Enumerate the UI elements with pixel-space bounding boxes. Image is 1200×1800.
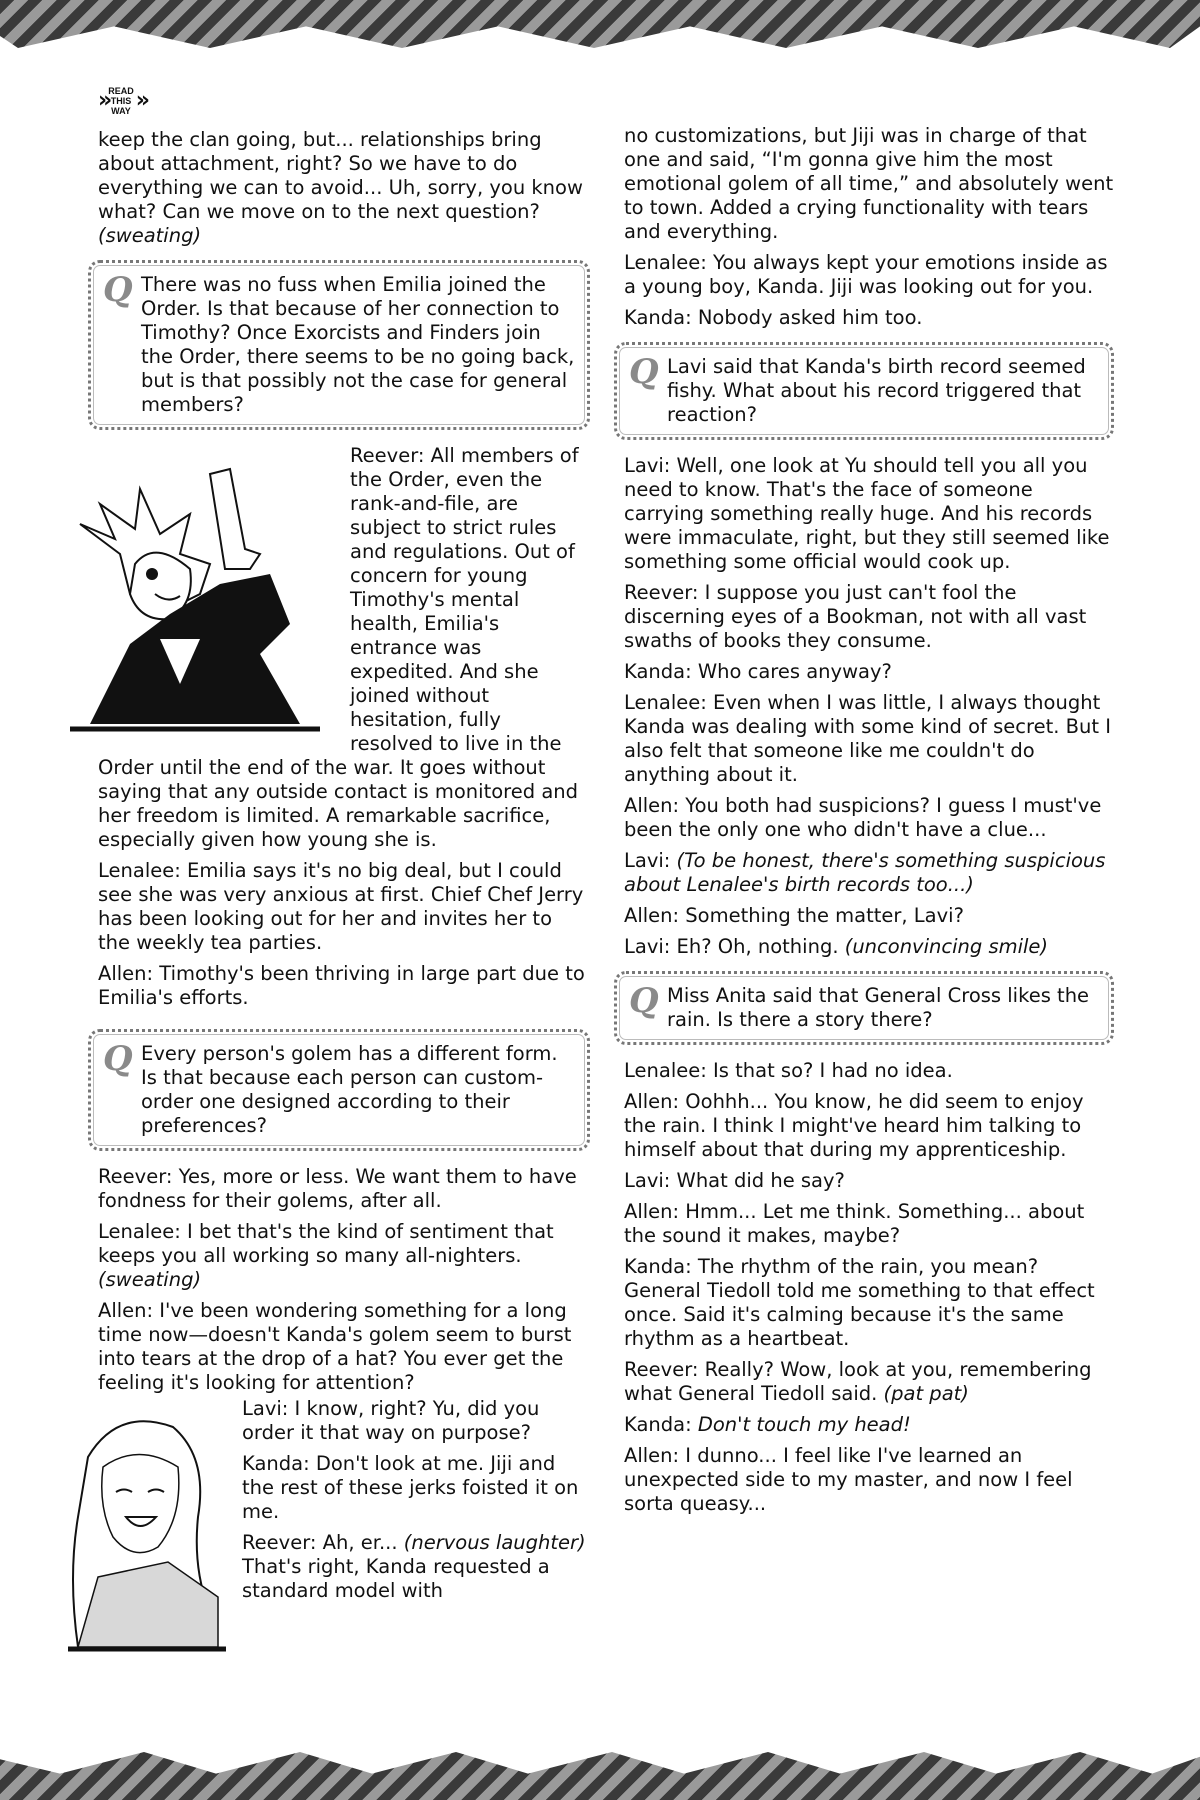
answer-reever: Reever: I suppose you just can't fool the discerning eyes of a Bookman, not with all vast swaths of books they consume. xyxy=(624,581,1087,652)
question-text: There was no fuss when Emilia joined the Order. Is that because of her connection to Timothy? Once Exorcists and Finders join the Order, there seems to be no going back, but is that possibly not the case for general members? xyxy=(141,273,575,416)
answer-allen: Allen: I've been wondering something for a long time now—doesn't Kanda's golem seem to burst into tears at the drop of a hat? You ever get the feeling it's looking for attention? xyxy=(98,1299,572,1394)
intro-paragraph: keep the clan going, but... relationships bring about attachment, right? So we have to do everything we can to avoid... Uh, sorry, you know what? Can we move on to the next question? (sweating) xyxy=(98,128,583,247)
question-q-icon: Q xyxy=(629,352,659,392)
answer-lenalee: Lenalee: Is that so? I had no idea. xyxy=(624,1059,953,1082)
answer-block-golem xyxy=(98,1299,590,1397)
answer-lavi: Lavi: Well, one look at Yu should tell you all you need to know. That's the face of someone carrying something really huge. And his records were immaculate, right, but they still seemed like something some official would cook up. xyxy=(624,454,1110,573)
answer-kanda: Kanda: Don't look at me. Jiji and the rest of these jerks foisted it on me. xyxy=(242,1452,579,1523)
character-illustration-reever xyxy=(60,444,336,744)
answer-block-golem-cont xyxy=(98,1397,590,1661)
answer-reever: Reever: Ah, er... (nervous laughter) That's right, Kanda requested a standard model with xyxy=(242,1531,586,1602)
continued-paragraph: no customizations, but Jiji was in charge of that one and said, “I'm gonna give him the most emotional golem of all time,” and absolutely went to town. Added a crying functionality with tears and everything. xyxy=(624,124,1114,243)
answer-lenalee: Lenalee: You always kept your emotions inside as a young boy, Kanda. Jiji was looking out for you. xyxy=(624,251,1108,298)
answer-lenalee: Lenalee: I bet that's the kind of sentiment that keeps you all working so many all-nighters. (sweating) xyxy=(98,1220,554,1291)
double-chevron-right-icon: » xyxy=(135,88,144,113)
left-column xyxy=(98,128,590,1661)
answer-allen: Allen: Something the matter, Lavi? xyxy=(624,904,964,927)
answer-kanda: Kanda: Don't touch my head! xyxy=(624,1413,911,1436)
smiling-character-icon xyxy=(58,1397,228,1657)
question-text: Every person's golem has a different form. Is that because each person can custom-order one designed according to their preferences? xyxy=(141,1042,558,1137)
character-illustration-lenalee xyxy=(58,1397,228,1657)
read-this-way-label: READ THIS WAY xyxy=(108,86,134,116)
question-q-icon: Q xyxy=(103,1039,133,1079)
answer-lenalee: Lenalee: Even when I was little, I always thought Kanda was dealing with some kind of secret. But I also felt that someone like me couldn't do anything about it. xyxy=(624,691,1111,786)
answer-lavi: Lavi: (To be honest, there's something suspicious about Lenalee's birth records too...) xyxy=(624,849,1106,896)
question-box-golem xyxy=(88,1029,590,1151)
answer-allen: Allen: Timothy's been thriving in large part due to Emilia's efforts. xyxy=(98,962,585,1009)
answer-reever: Reever: Really? Wow, look at you, remembering what General Tiedoll said. (pat pat) xyxy=(624,1358,1092,1405)
answer-reever: Reever: Yes, more or less. We want them to have fondness for their golems, after all. xyxy=(98,1165,577,1212)
answer-lavi: Lavi: What did he say? xyxy=(624,1169,845,1192)
answer-allen: Allen: You both had suspicions? I guess I must've been the only one who didn't have a clue... xyxy=(624,794,1102,841)
answer-allen: Allen: Oohhh... You know, he did seem to enjoy the rain. I think I might've heard him talking to himself about that during my apprenticeship. xyxy=(624,1090,1084,1161)
answer-allen: Allen: I dunno... I feel like I've learned an unexpected side to my master, and now I feel sorta queasy... xyxy=(624,1444,1073,1515)
answer-kanda: Kanda: Nobody asked him too. xyxy=(624,306,923,329)
answer-lavi: Lavi: I know, right? Yu, did you order it that way on purpose? xyxy=(242,1397,540,1444)
answer-lenalee: Lenalee: Emilia says it's no big deal, but I could see she was very anxious at first. Chief Chef Jerry has been looking out for her and invites her to the weekly tea parties. xyxy=(98,859,584,954)
answer-reever: Reever: All members of the Order, even the rank-and-file, are subject to strict rules and regulations. Out of concern for young Timothy's mental health, Emilia's entrance was expedited. And she joined without hesitation, fully resolved to live in the Order until the end of the war. It goes without saying that any outside contact is monitored and her freedom is limited. A remarkable sacrifice, especially given how young she is. xyxy=(98,444,579,851)
waving-character-icon xyxy=(60,444,336,744)
answer-kanda: Kanda: The rhythm of the rain, you mean? General Tiedoll told me something to that effect once. Said it's calming because it's the same rhythm as a heartbeat. xyxy=(624,1255,1095,1350)
question-box-emilia xyxy=(88,260,590,430)
answer-lavi: Lavi: Eh? Oh, nothing. (unconvincing smile) xyxy=(624,935,1049,958)
question-box-birth-record xyxy=(614,342,1114,440)
double-chevron-right-icon: » xyxy=(98,88,107,113)
zigzag-border-top xyxy=(0,0,1200,48)
answer-allen: Allen: Hmm... Let me think. Something... about the sound it makes, maybe? xyxy=(624,1200,1085,1247)
right-column xyxy=(624,124,1114,1523)
question-text: Lavi said that Kanda's birth record seemed fishy. What about his record triggered that reaction? xyxy=(667,355,1086,426)
answer-block-emilia xyxy=(98,444,590,1017)
answer-kanda: Kanda: Who cares anyway? xyxy=(624,660,892,683)
question-q-icon: Q xyxy=(629,981,659,1021)
question-box-rain xyxy=(614,971,1114,1045)
question-q-icon: Q xyxy=(103,270,133,310)
read-this-way-indicator xyxy=(98,86,144,116)
question-text: Miss Anita said that General Cross likes the rain. Is there a story there? xyxy=(667,984,1090,1031)
zigzag-border-bottom xyxy=(0,1752,1200,1800)
